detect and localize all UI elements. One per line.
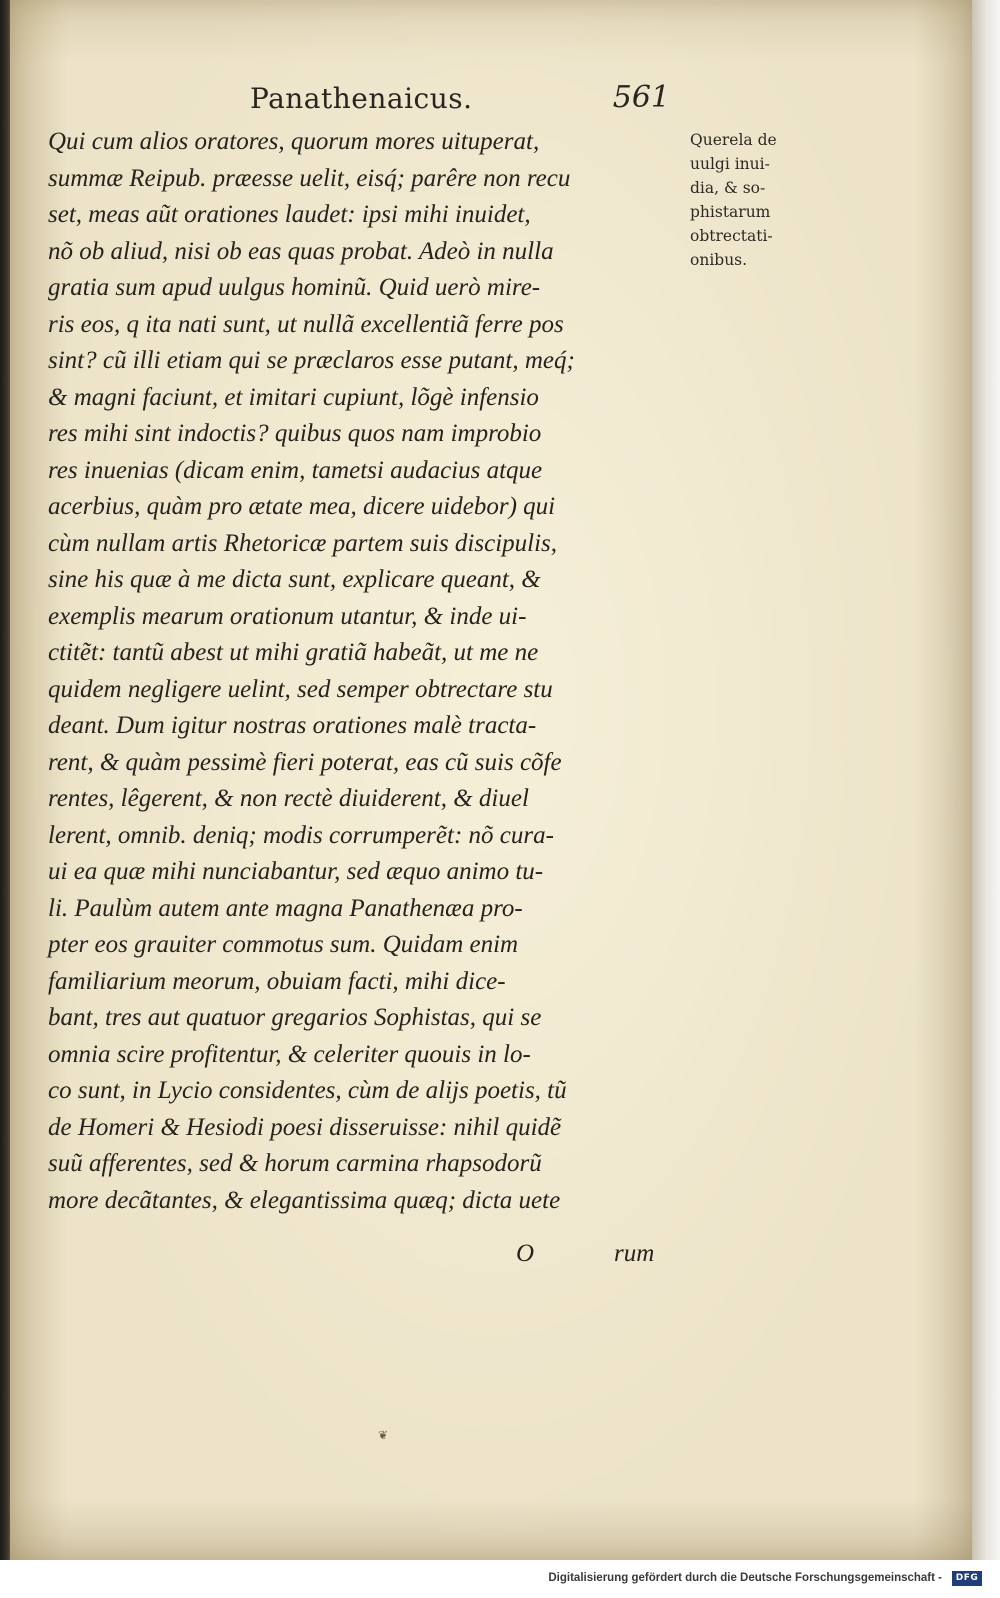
text-line: Qui cum alios oratores, quorum mores uituperat, [48, 128, 540, 155]
text-line: summæ Reipub. præesse uelit, eisq́; parêre non recu [48, 164, 571, 192]
text-line: pter eos grauiter commotus sum. Quidam enim [48, 931, 519, 958]
text-line: sine his quæ à me dicta sunt, explicare queant, & [48, 566, 541, 593]
text-line: omnia scire profitentur, & celeriter quouis in lo- [48, 1040, 531, 1068]
text-line: co sunt, in Lycio considentes, cùm de alijs poetis, tũ [48, 1077, 567, 1104]
footer-bar [0, 1560, 1000, 1598]
text-line: ris eos, q ita nati sunt, ut nullã excellentiã ferre pos [48, 310, 564, 338]
text-line: res inuenias (dicam enim, tametsi audacius atque [48, 456, 543, 484]
text-line: ui ea quæ mihi nunciabantur, sed æquo animo tu- [48, 858, 544, 885]
text-line: rent, & quàm pessimè fieri poterat, eas cũ suis cõfe [48, 748, 562, 776]
text-line: & magni faciunt, et imitari cupiunt, lõgè infensio [48, 383, 539, 411]
catchword: rum [614, 1240, 655, 1267]
text-line: familiarium meorum, obuiam facti, mihi dice- [48, 967, 506, 995]
text-line: gratia sum apud uulgus hominũ. Quid uerò mire- [48, 274, 541, 301]
catchword-row [48, 1240, 678, 1276]
text-line: more decãtantes, & elegantissima quæq; dicta uete [48, 1186, 561, 1214]
text-line: ctitẽt: tantũ abest ut mihi gratiã habeãt, ut me ne [48, 639, 539, 666]
marginal-note [690, 128, 810, 272]
text-line: set, meas aũt orationes laudet: ipsi mihi inuidet, [48, 201, 531, 228]
text-line: deant. Dum igitur nostras orationes malè tracta- [48, 712, 537, 739]
text-line: exemplis mearum orationum utantur, & inde ui- [48, 602, 527, 630]
text-line: li. Paulùm autem ante magna Panathenæa pro- [48, 894, 523, 922]
ornament-icon: ❦ [378, 1428, 389, 1442]
page-edge-background [972, 0, 1000, 1560]
text-line: sint? cũ illi etiam qui se præclaros esse putant, meq́; [48, 347, 575, 374]
marginal-note-line: obtrectati- [690, 227, 773, 245]
text-line: bant, tres aut quatuor gregarios Sophistas, qui se [48, 1004, 542, 1031]
marginal-note-line: uulgi inui- [690, 155, 770, 173]
text-line: de Homeri & Hesiodi poesi disseruisse: nihil quidẽ [48, 1113, 562, 1141]
running-title: Panathenaicus. [250, 82, 473, 115]
text-line: res mihi sint indoctis? quibus quos nam improbio [48, 420, 542, 447]
marginal-note-line: phistarum [690, 203, 771, 221]
marginal-note-line: Querela de [690, 131, 777, 149]
body-text [48, 124, 678, 1219]
text-line: acerbius, quàm pro ætate mea, dicere uidebor) qui [48, 493, 556, 520]
dfg-logo: DFG [952, 1571, 982, 1586]
page-header [250, 78, 670, 128]
page-number: 561 [612, 80, 670, 115]
footer-credit: Digitalisierung gefördert durch die Deutsche Forschungsgemeinschaft - [548, 1572, 942, 1584]
marginal-note-line: dia, & so- [690, 179, 766, 197]
text-line: rentes, lêgerent, & non rectè diuiderent, & diuel [48, 785, 529, 812]
signature-mark: O [516, 1240, 535, 1267]
text-line: quidem negligere uelint, sed semper obtrectare stu [48, 675, 553, 703]
text-line: cùm nullam artis Rhetoricæ partem suis discipulis, [48, 529, 558, 557]
text-line: suũ afferentes, sed & horum carmina rhapsodorũ [48, 1150, 542, 1177]
marginal-note-line: onibus. [690, 251, 748, 269]
text-line: lerent, omnib. deniq; modis corrumperẽt: nõ cura- [48, 821, 554, 849]
text-line: nõ ob aliud, nisi ob eas quas probat. Adeò in nulla [48, 237, 554, 265]
